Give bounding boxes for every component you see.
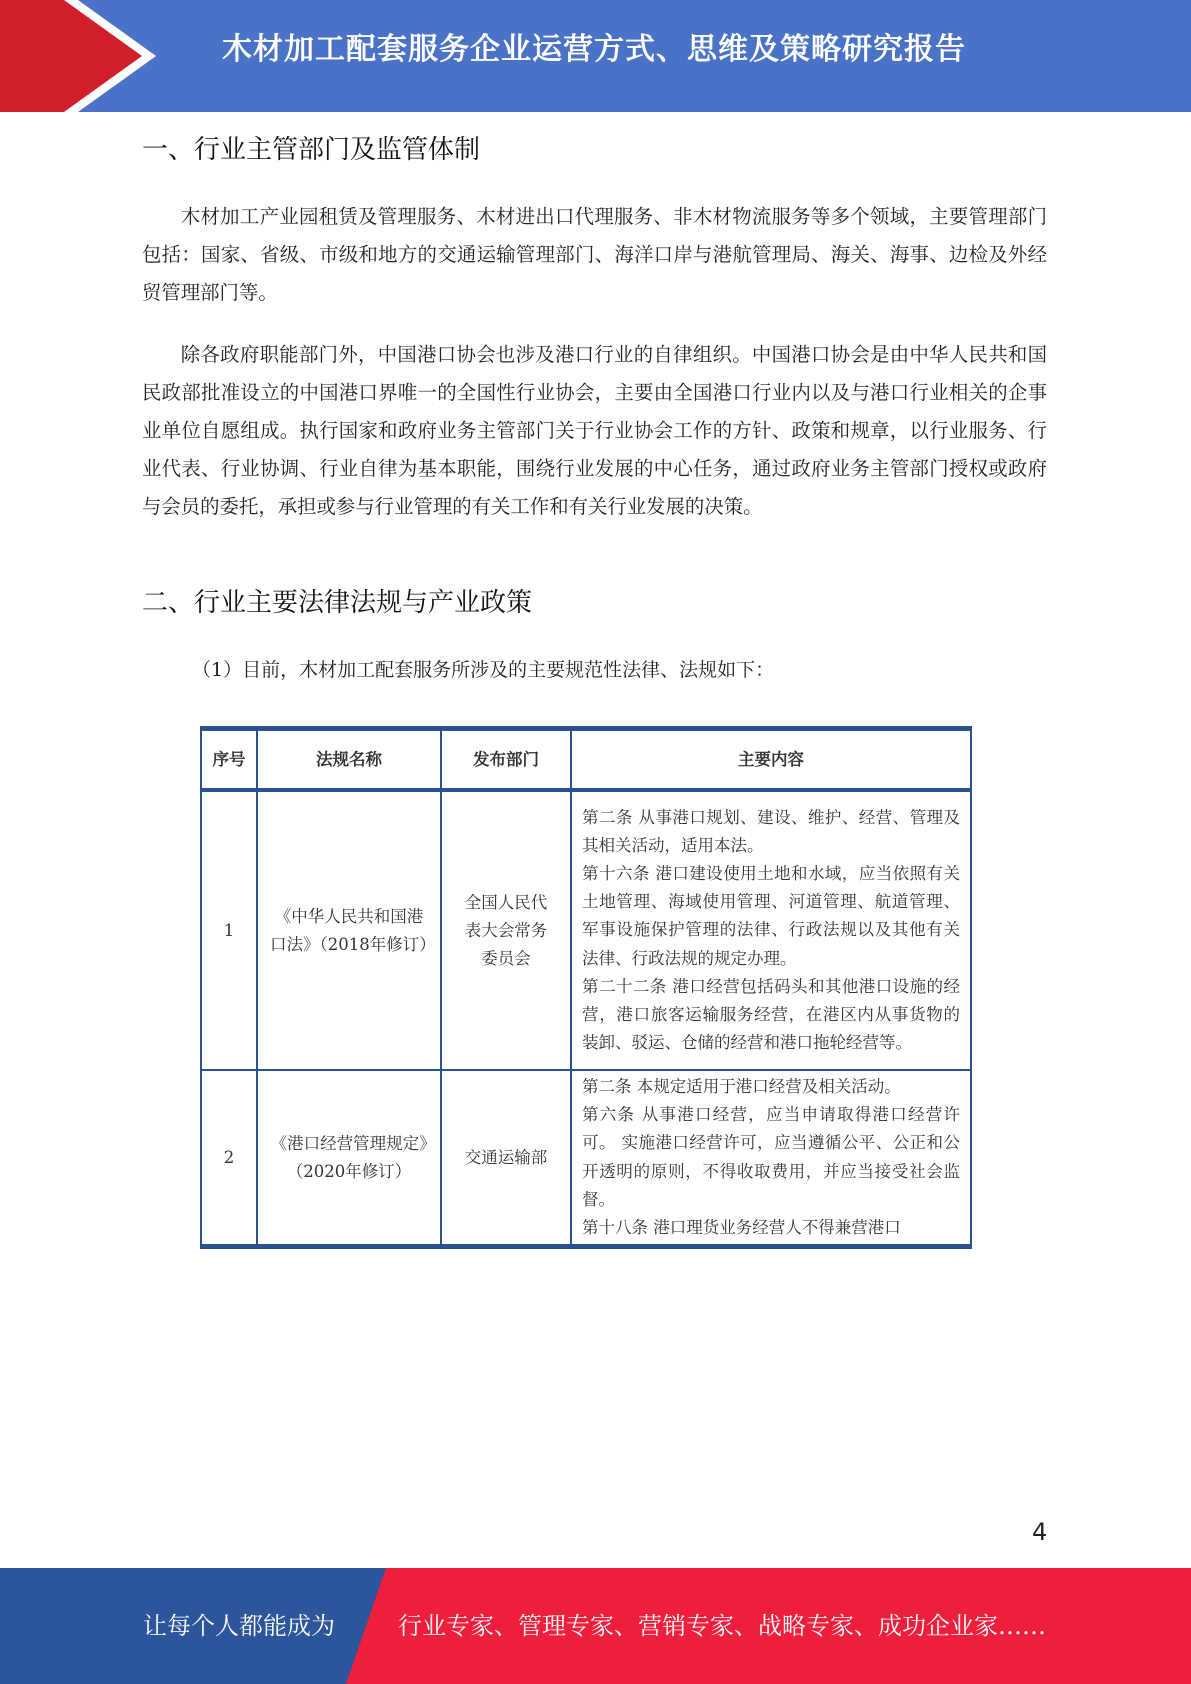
content-article: 第六条 从事港口经营，应当申请取得港口经营许可。 实施港口经营许可，应当遵循公平、公正和公开透明的原则，不得收取费用，并应当接受社会监督。 [582, 1105, 960, 1209]
section-heading-1: 一、行业主管部门及监管体制 [142, 135, 481, 165]
footer-slogan-right: 行业专家、管理专家、营销专家、战略专家、成功企业家…… [398, 1612, 1046, 1640]
header-name: 法规名称 [257, 729, 441, 791]
row-content [571, 1070, 971, 1247]
row-law-name: 《港口经营管理规定》（2020年修订） [257, 1070, 441, 1247]
page-number: 4 [1032, 1518, 1048, 1546]
regulations-table [200, 726, 972, 1249]
table-row [201, 1070, 971, 1247]
row-dept: 交通运输部 [441, 1070, 571, 1247]
footer-slogan-left: 让每个人都能成为 [143, 1612, 335, 1640]
section-1-paragraph-2: 除各政府职能部门外，中国港口协会也涉及港口行业的自律组织。中国港口协会是由中华人民共和国民政部批准设立的中国港口界唯一的全国性行业协会，主要由全国港口行业内以及与港口行业相关的企事业单位自愿组成。执行国家和政府业务主管部门关于行业协会工作的方针、政策和规章，以行业服务、行业代表、行业协调、行业自律为基本职能，围绕行业发展的中心任务，通过政府业务主管部门授权或政府与会员的委托，承担或参与行业管理的有关工作和有关行业发展的决策。 [142, 343, 1047, 518]
report-title: 木材加工配套服务企业运营方式、思维及策略研究报告 [222, 32, 966, 67]
section-heading-2: 二、行业主要法律法规与产业政策 [142, 588, 533, 618]
section-1-paragraph-1: 木材加工产业园租赁及管理服务、木材进出口代理服务、非木材物流服务等多个领域，主要管理部门包括：国家、省级、市级和地方的交通运输管理部门、海洋口岸与港航管理局、海关、海事、边检及外经贸管理部门等。 [142, 205, 1047, 304]
row-content [571, 790, 971, 1070]
table-header-row [201, 729, 971, 791]
page-footer [0, 1568, 1191, 1684]
header-no: 序号 [201, 729, 257, 791]
content-article: 第十八条 港口理货业务经营人不得兼营港口 [582, 1218, 901, 1238]
row-no: 1 [201, 790, 257, 1070]
header-dept: 发布部门 [441, 729, 571, 791]
content-article: 第二条 从事港口规划、建设、维护、经营、管理及其相关活动，适用本法。 [582, 807, 960, 855]
header-content: 主要内容 [571, 729, 971, 791]
row-dept: 全国人民代表大会常务委员会 [441, 790, 571, 1070]
table-row [201, 790, 971, 1070]
content-article: 第十六条 港口建设使用土地和水域，应当依照有关土地管理、海域使用管理、河道管理、航道管理、军事设施保护管理的法律、行政法规以及其他有关法律、行政法规的规定办理。 [582, 863, 960, 968]
row-law-name: 《中华人民共和国港口法》（2018年修订） [257, 790, 441, 1070]
table-intro: （1）目前，木材加工配套服务所涉及的主要规范性法律、法规如下： [192, 659, 775, 681]
row-no: 2 [201, 1070, 257, 1247]
content-article: 第二条 本规定适用于港口经营及相关活动。 [582, 1077, 901, 1096]
page-header [0, 0, 1191, 112]
header-red-arrow [0, 0, 150, 112]
content-article: 第二十二条 港口经营包括码头和其他港口设施的经营，港口旅客运输服务经营，在港区内从事货物的装卸、驳运、仓储的经营和港口拖轮经营等。 [582, 976, 960, 1053]
